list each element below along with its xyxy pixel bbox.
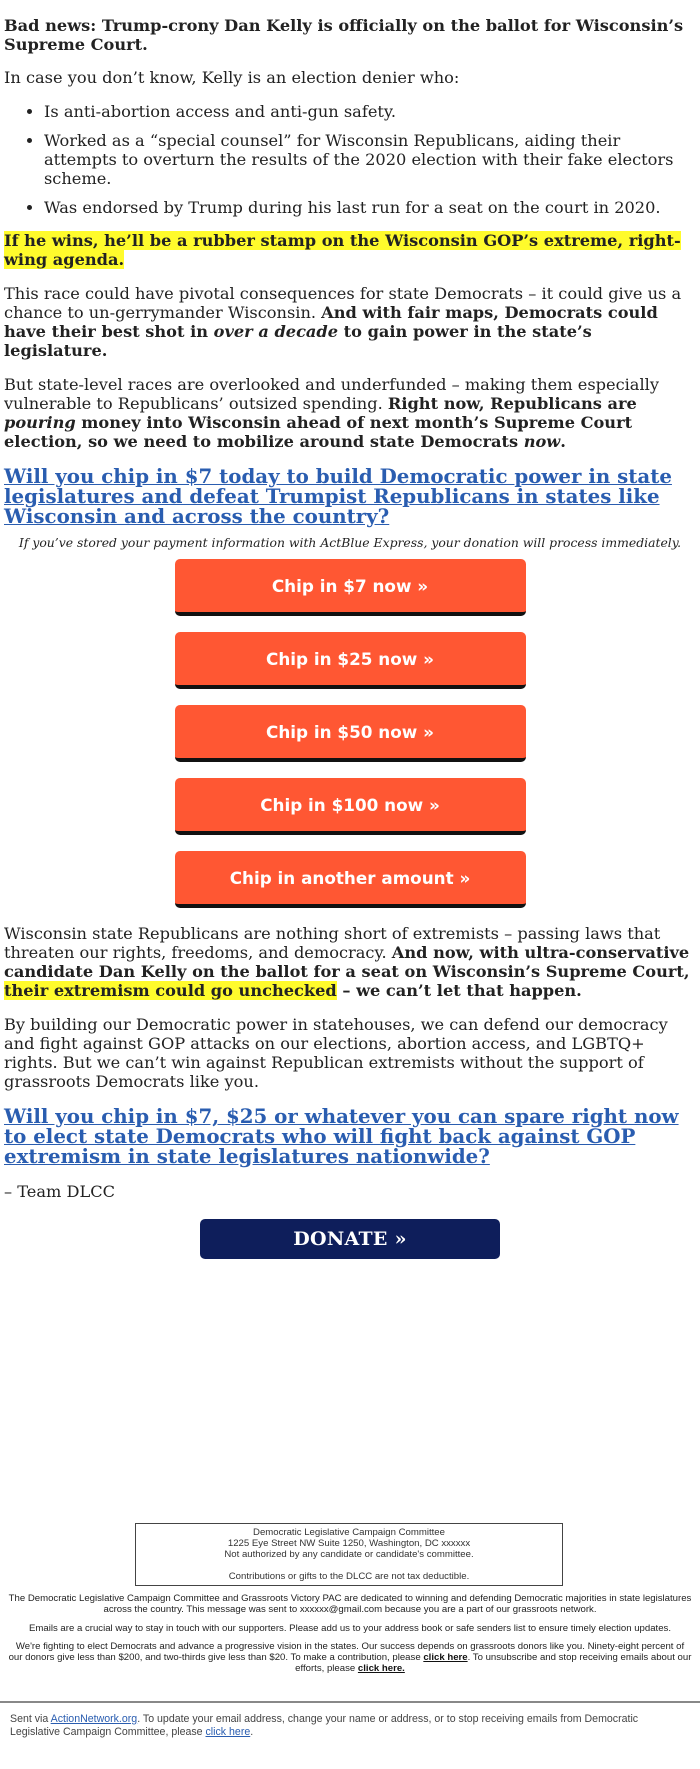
funding-emphasis-pouring: pouring: [4, 413, 76, 432]
footer-divider: [0, 1701, 700, 1703]
race-bold-a: And with fair maps, Democrats could have their best shot in: [4, 303, 658, 341]
unsubscribe-text: . To unsubscribe and stop receiving emails about our efforts, please: [295, 1652, 692, 1674]
race-bold-b: to gain power in the state’s legislature.: [4, 322, 592, 360]
list-item: • Is anti-abortion access and anti-gun safety.: [44, 102, 696, 121]
chip-7-button[interactable]: Chip in $7 now »: [175, 559, 526, 616]
unsubscribe-click-here-link[interactable]: click here.: [357, 1663, 405, 1674]
sent-via-suffix: .: [250, 1726, 254, 1738]
tax-note: Contributions or gifts to the DLCC are not tax deductible.: [228, 1571, 470, 1582]
emails-note: Emails are a crucial way to stay in touch with our supporters. Please add us to your address book or safe senders list to ensure timely election updates.: [28, 1623, 672, 1634]
disclaimer-box: [135, 1523, 563, 1586]
donate-button[interactable]: DONATE »: [200, 1219, 500, 1259]
headline: Bad news: Trump-crony Dan Kelly is officially on the ballot for Wisconsin’s Supreme Court.: [4, 16, 684, 54]
chip-100-button[interactable]: Chip in $100 now »: [175, 778, 526, 835]
spacer: [136, 1560, 562, 1571]
contribute-click-here-link[interactable]: click here: [423, 1652, 468, 1663]
chip-25-button[interactable]: Chip in $25 now »: [175, 632, 526, 689]
chip-other-amount-button[interactable]: Chip in another amount »: [175, 851, 526, 908]
sent-via-note: [10, 1713, 690, 1739]
highlighted-warning: If he wins, he’ll be a rubber stamp on the Wisconsin GOP’s extreme, right-wing agenda.: [4, 231, 681, 269]
funding-paragraph: [4, 375, 696, 451]
chip-in-ask-link[interactable]: Will you chip in $7 today to build Democratic power in state legislatures and defeat Trumpist Republicans in states like Wisconsin and across the country?: [4, 464, 672, 528]
funding-bold-c: .: [560, 432, 566, 451]
funding-text: But state-level races are overlooked and underfunded – making them especially vulnerable to Republicans’ outsized spending.: [4, 375, 659, 413]
list-item: • Worked as a “special counsel” for Wisconsin Republicans, aiding their attempts to overturn the results of the 2020 election with their fake electors scheme.: [44, 131, 696, 188]
mission-statement: The Democratic Legislative Campaign Committee and Grassroots Victory PAC are dedicated to winning and defending Democratic majorities in state legislatures across the country. This message was sent to xxxxxx@gmail.com because you are a part of our grassroots network.: [8, 1593, 692, 1615]
sent-via-prefix: Sent via: [10, 1713, 51, 1725]
extremists-paragraph: [4, 924, 696, 1000]
sent-via-text: . To update your email address, change your name or address, or to stop receiving emails from Democratic Legislative Campaign Committee, please: [10, 1713, 639, 1738]
actionnetwork-link[interactable]: ActionNetwork.org: [50, 1713, 138, 1725]
contribution-note: [8, 1641, 692, 1674]
list-item: • Was endorsed by Trump during his last run for a seat on the court in 2020.: [44, 198, 696, 217]
highlight-paragraph: [4, 231, 696, 269]
org-name: Democratic Legislative Campaign Committee: [253, 1527, 445, 1538]
funding-emphasis-now: now: [523, 432, 561, 451]
race-paragraph: [4, 284, 696, 360]
funding-bold-a: Right now, Republicans are: [387, 394, 637, 413]
extremists-text: Wisconsin state Republicans are nothing short of extremists – passing laws that threaten our rights, freedoms, and democracy.: [4, 924, 661, 962]
statehouses-paragraph: By building our Democratic power in statehouses, we can defend our democracy and fight against GOP attacks on our elections, abortion access, and LGBTQ+ rights. But we can’t win against Republican extremists without the support of grassroots Democrats like you.: [4, 1015, 668, 1091]
chip-in-ask-link-2[interactable]: Will you chip in $7, $25 or whatever you can spare right now to elect state Democrats who will fight back against GOP extremism in state legislatures nationwide?: [4, 1104, 679, 1168]
authorization-note: Not authorized by any candidate or candidate's committee.: [224, 1549, 474, 1560]
extremists-bold-a: And now, with ultra-conservative candidate Dan Kelly on the ballot for a seat on Wisconsin’s Supreme Court,: [4, 943, 690, 981]
funding-bold-b: money into Wisconsin ahead of next month’s Supreme Court election, so we need to mobilize around state Democrats: [4, 413, 633, 451]
extremists-bold-b: – we can’t let that happen.: [336, 981, 582, 1000]
update-preferences-link[interactable]: click here: [205, 1726, 251, 1738]
race-emphasis: over a decade: [213, 322, 339, 341]
lead-in-text: In case you don’t know, Kelly is an election denier who:: [4, 68, 460, 87]
actblue-express-note: If you’ve stored your payment information with ActBlue Express, your donation will process immediately.: [18, 535, 682, 550]
race-text: This race could have pivotal consequences for state Democrats – it could give us a chance to un-gerrymander Wisconsin.: [4, 284, 682, 322]
chip-50-button[interactable]: Chip in $50 now »: [175, 705, 526, 762]
signoff: – Team DLCC: [4, 1182, 116, 1201]
kelly-points-list: [4, 102, 696, 217]
extremists-highlight: their extremism could go unchecked: [4, 981, 337, 1000]
donation-buttons: [4, 559, 696, 924]
org-address: 1225 Eye Street NW Suite 1250, Washington, DC xxxxxx: [227, 1538, 471, 1549]
contribution-text: We're fighting to elect Democrats and advance a progressive vision in the states. Our success depends on grassroots donors like you. Ninety-eight percent of our donors give less than $200, and two-thirds give less than $20. To make a contribution, please: [8, 1641, 685, 1663]
